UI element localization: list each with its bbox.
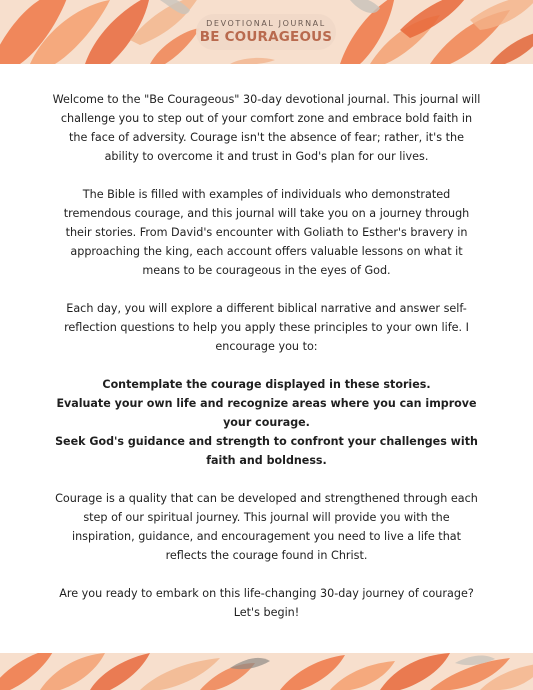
journal-subtitle: DEVOTIONAL JOURNAL <box>206 19 326 28</box>
quality-paragraph: Courage is a quality that can be developed and strengthened through each step of our spiritual journey. This journal will provide you with the inspiration, guidance, and encouragement you need to live a life that reflects the courage found in Christ. <box>55 492 478 562</box>
daily-paragraph: Each day, you will explore a different biblical narrative and answer self-reflection questions to help you apply these principles to your own life. I encourage you to: <box>64 302 469 353</box>
intro-paragraph: Welcome to the "Be Courageous" 30-day devotional journal. This journal will challenge you to step out of your comfort zone and embrace bold faith in the face of adversity. Courage isn't the absence of fear; rather, it's the ability to overcome it and trust in God's plan for our lives. <box>52 93 481 163</box>
devotional-intro-text <box>52 90 481 641</box>
closing-paragraph: Are you ready to embark on this life-changing 30-day journey of courage? Let's begin! <box>59 587 474 619</box>
encouragement-item: Contemplate the courage displayed in these stories. <box>102 378 431 391</box>
journal-title-badge <box>196 14 336 50</box>
journal-title: BE COURAGEOUS <box>199 29 333 45</box>
header-banner <box>0 0 533 64</box>
encouragement-list <box>52 375 481 470</box>
encouragement-item: Evaluate your own life and recognize areas where you can improve your courage. <box>56 397 477 429</box>
encouragement-item: Seek God's guidance and strength to confront your challenges with faith and boldness. <box>55 435 478 467</box>
footer-banner <box>0 653 533 690</box>
bible-paragraph: The Bible is filled with examples of individuals who demonstrated tremendous courage, and this journal will take you on a journey through their stories. From David's encounter with Goliath to Esther's bravery in approaching the king, each account offers valuable lessons on what it means to be courageous in the eyes of God. <box>63 188 470 277</box>
watercolor-leaves-bottom <box>0 653 533 690</box>
